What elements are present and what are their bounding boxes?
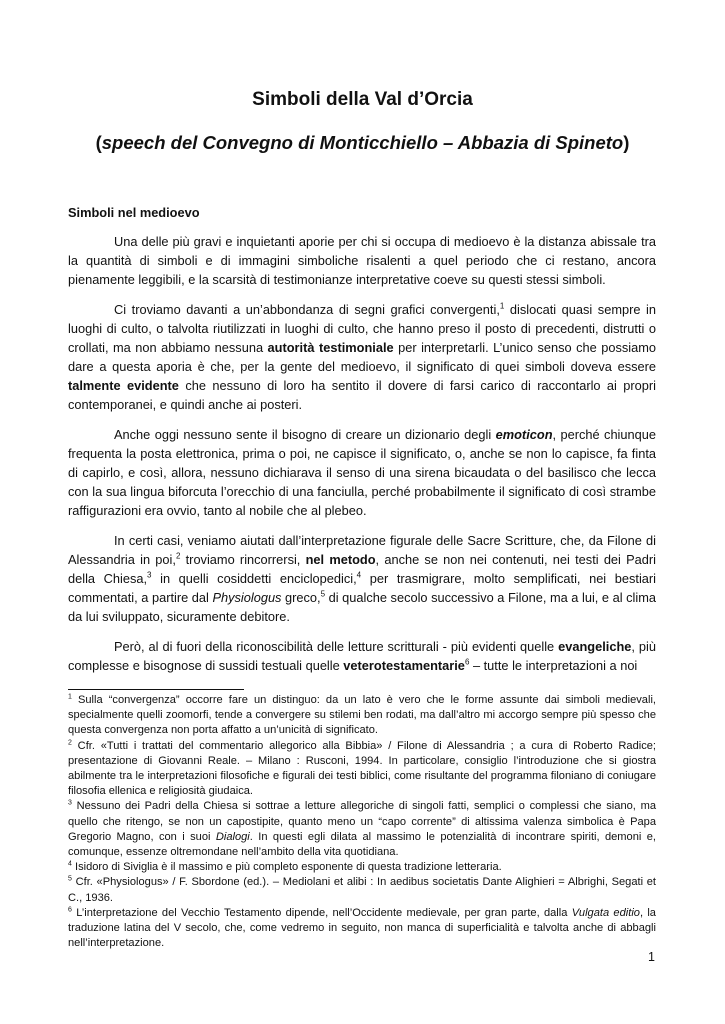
text-run: dislocati quasi sempre in luoghi di culto, o talvolta riutilizzati in luoghi di culto, che hanno preso il posto di precedenti, distrutti o crollati, ma non abbiamo nessuna	[68, 302, 656, 355]
paragraph-3	[68, 425, 656, 520]
body-text	[68, 203, 656, 686]
text-run: per interpretarli. L’unico senso che possiamo dare a questa aporia è che, per la gente del medioevo, il significato di quei simboli doveva essere	[68, 340, 656, 374]
footnotes	[68, 693, 656, 951]
footnote-number: 5	[68, 875, 72, 883]
text-run: che nessuno di loro ha sentito il dovere di farsi carico di raccontarlo ai propri contemporanei, e quindi anche ai posteri.	[68, 378, 656, 412]
bold-term: evangeliche	[558, 639, 632, 654]
text-run: L’interpretazione del Vecchio Testamento dipende, nell’Occidente medievale, per gran parte, dalla	[71, 906, 572, 919]
document-title: Simboli della Val d’Orcia	[252, 89, 473, 110]
italic-term: Vulgata editio	[571, 906, 640, 919]
bold-italic-term: emoticon	[495, 427, 553, 442]
subtitle-open-paren: (	[95, 132, 102, 153]
page-number: 1	[648, 950, 655, 964]
bold-term: veterotestamentarie	[343, 658, 465, 673]
document-subtitle	[0, 131, 725, 155]
footnote-5	[68, 875, 656, 905]
text-run: , perché chiunque frequenta la posta elettronica, prima o poi, ne capisce il significato, o, anche se non lo capisce, fa finta di capirlo, e così, allora, nessuno dichiarava il senso di una sirena bicaudata o del basilisco che lecca con la sua lingua biforcuta l’orecchio di una fanciulla, perché probabilmente il significato di così strambe raffigurazioni era ovvio, tanto al nobile che al plebeo.	[68, 427, 656, 518]
text-run: Anche oggi nessuno sente il bisogno di creare un dizionario degli	[114, 427, 496, 442]
paragraph-5	[68, 637, 656, 675]
text-run: in quelli cosiddetti enciclopedici,	[151, 571, 357, 586]
bold-term: autorità testimoniale	[267, 340, 394, 355]
italic-term: Physiologus	[212, 590, 282, 605]
text-run: greco,	[281, 590, 321, 605]
footnote-2	[68, 739, 656, 800]
text-run: Una delle più gravi e inquietanti aporie per chi si occupa di medioevo è la distanza abissale tra la quantità di simboli e di immagini simboliche risalenti a quel periodo che ci restano, ancora pienamente leggibili, e la scarsità di testimonianze interpretative coeve su questi stessi simboli.	[68, 234, 656, 287]
footnote-ref-1[interactable]: 1	[499, 301, 505, 311]
paragraph-2	[68, 300, 656, 414]
footnote-number: 1	[68, 693, 72, 701]
text-run: troviamo rincorrersi,	[180, 552, 306, 567]
footnote-3	[68, 799, 656, 860]
bold-term: nel metodo	[305, 552, 376, 567]
text-run: – tutte le interpretazioni a noi	[469, 658, 638, 673]
text-run: , anche se non nei contenuti, nei testi dei Padri della Chiesa,	[68, 552, 657, 586]
footnote-4	[68, 860, 656, 875]
footnote-6	[68, 906, 656, 952]
paragraph-1	[68, 232, 656, 289]
footnote-separator	[68, 689, 244, 690]
text-run: Però, al di fuori della riconoscibilità delle letture scritturali - più evidenti quelle	[114, 639, 559, 654]
footnote-number: 3	[68, 799, 72, 807]
footnote-number: 6	[68, 906, 72, 914]
subtitle-italic-text: speech del Convegno di Monticchiello – Abbazia di Spineto	[101, 132, 624, 153]
bold-term: talmente evidente	[68, 378, 179, 393]
text-run: Ci troviamo davanti a un’abbondanza di segni grafici convergenti,	[114, 302, 500, 317]
text-run: , la traduzione latina del V secolo, che, come vedremo in seguito, non manca di superficialità e talvolta anche di abbagli nell’interpretazione.	[68, 906, 656, 950]
subtitle-close-paren: )	[623, 132, 630, 153]
text-run: per trasmigrare, molto semplificati, nei bestiari commentati, a partire dal	[68, 571, 657, 605]
text-run: Nessuno dei Padri della Chiesa si sottrae a letture allegoriche di singoli fatti, semplici o complessi che siano, ma quello che ritengo, se non un capostipite, quanto meno un “capo corrente” di altissima valenza simbolica è Papa Gregorio Magno, con i suoi	[68, 800, 656, 843]
footnote-ref-2[interactable]: 2	[175, 551, 181, 561]
italic-term: Dialogi	[215, 830, 250, 843]
paragraph-4	[68, 531, 656, 626]
footnote-ref-5[interactable]: 5	[320, 589, 326, 599]
text-run: Sulla “convergenza” occorre fare un distinguo: da un lato è vero che le forme assunte dai simboli medievali, specialmente quelli zoomorfi, tende a convergere su stilemi ben rodati, ma dall’altro mi accorgo sempre più spesso che questa convergenza non porta affatto a un’unicità di significato.	[68, 694, 656, 737]
text-run: di qualche secolo successivo a Filone, ma a lui, e al clima da lui sviluppato, sicuramente debitore.	[68, 590, 656, 624]
footnote-number: 4	[68, 860, 72, 868]
text-run: In certi casi, veniamo aiutati dall’interpretazione figurale delle Sacre Scritture, che, da Filone di Alessandria in poi,	[68, 533, 656, 567]
text-run: Cfr. «Physiologus» / F. Sbordone (ed.). – Mediolani et alibi : In aedibus societatis Dante Alighieri = Albrighi, Segati et C., 1936.	[68, 876, 656, 904]
text-run: Isidoro di Siviglia è il massimo e più completo esponente di questa tradizione letteraria.	[71, 861, 502, 874]
text-run: , più complesse e bisognose di sussidi testuali quelle	[68, 639, 656, 673]
footnote-ref-6[interactable]: 6	[464, 657, 470, 667]
footnote-1	[68, 693, 656, 739]
footnote-ref-4[interactable]: 4	[356, 570, 362, 580]
text-run: . In questi egli dilata al massimo le potenzialità di incontrare spiriti, demoni e, comunque, essenze oltremondane nell’ambito della vita quotidiana.	[68, 830, 656, 859]
section-heading: Simboli nel medioevo	[68, 205, 200, 220]
footnote-number: 2	[68, 738, 72, 746]
footnote-ref-3[interactable]: 3	[147, 570, 152, 580]
text-run: Cfr. «Tutti i trattati del commentario allegorico alla Bibbia» / Filone di Alessandria ; a cura di Roberto Radice; presentazione di Giovanni Reale. – Milano : Rusconi, 1994. In particolare, consiglio l’introduzione che si giostra abilmente tra le interpretazioni filosofiche e figurali dei testi biblici, come risultante del programma filoniano di coniugare filosofia ellenica e religiosità giudaica.	[68, 739, 656, 798]
